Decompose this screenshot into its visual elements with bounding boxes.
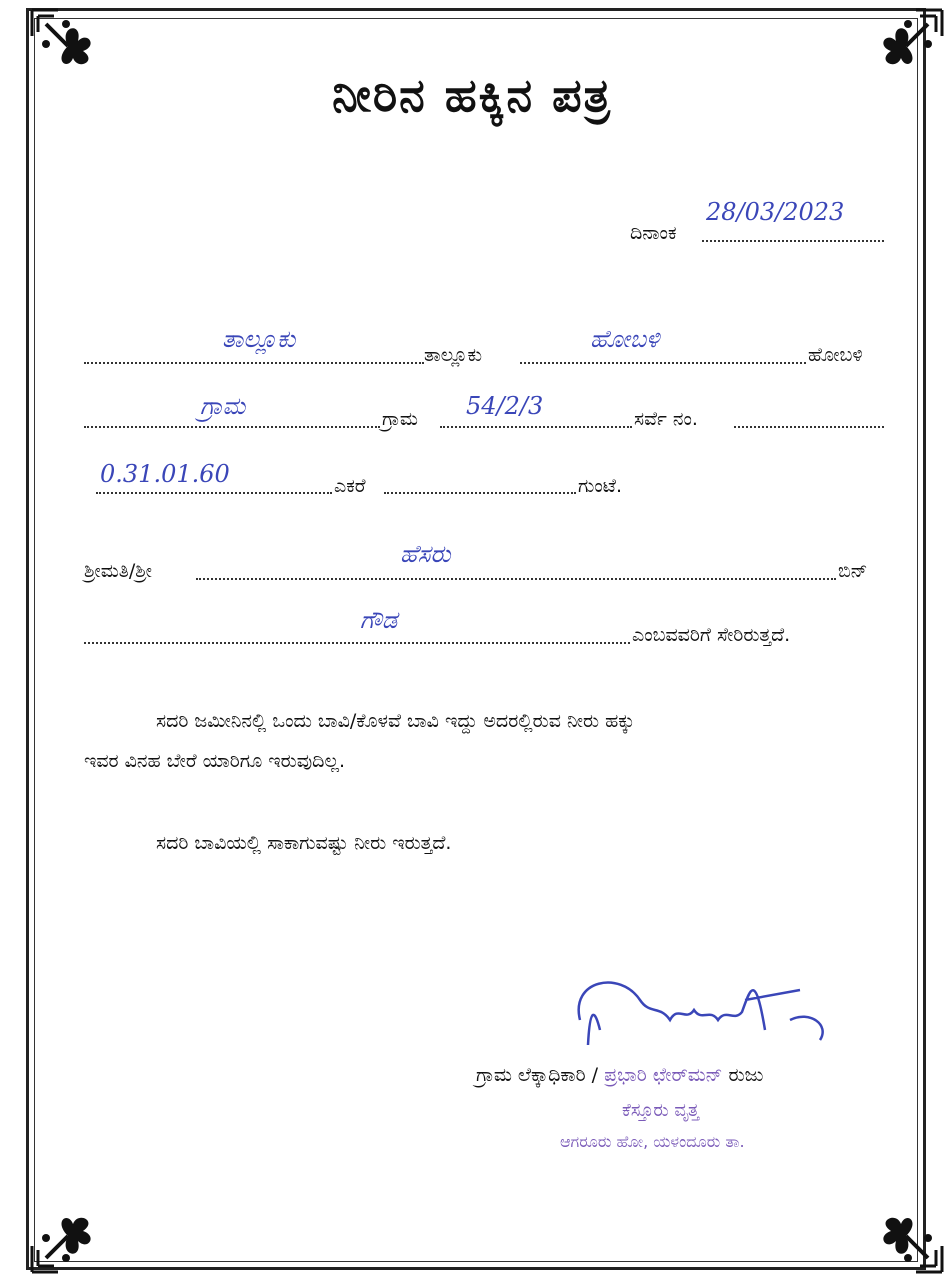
bin-label: ಬಿನ್: [838, 560, 868, 582]
name-dotted-line: [196, 578, 836, 580]
taluk-value: ತಾಲ್ಲೂಕು: [222, 325, 296, 353]
paragraph-2: ಸದರಿ ಬಾವಿಯಲ್ಲಿ ಸಾಕಾಗುವಷ್ಟು ನೀರು ಇರುತ್ತದೆ.: [156, 832, 452, 854]
name-value: ಹೆಸರು: [400, 540, 451, 568]
date-label: ದಿನಾಂಕ: [630, 222, 677, 244]
date-dotted-line: [702, 240, 884, 242]
signature-label-post: ರುಜು: [722, 1064, 764, 1086]
acre-label: ಎಕರೆ: [334, 475, 366, 497]
taluk-label: ತಾಲ್ಲೂಕು: [424, 344, 483, 366]
village-dotted-line: [84, 426, 380, 428]
corner-ornament-icon: [866, 1196, 944, 1276]
acre-value: 0.31.01.60: [100, 460, 230, 488]
hobli-dotted-line: [520, 362, 806, 364]
signature-icon: [560, 960, 860, 1070]
survey-label: ಸರ್ವೆ ನಂ.: [634, 408, 698, 430]
survey-value: 54/2/3: [466, 392, 544, 420]
suffix-label: ಎಂಬವವರಿಗೆ ಸೇರಿರುತ್ತದೆ.: [632, 624, 791, 646]
date-value: 28/03/2023: [706, 198, 845, 226]
village-value: ಗ್ರಾಮ: [200, 392, 246, 420]
paragraph-1-line-1: ಸದರಿ ಜಮೀನಿನಲ್ಲಿ ಒಂದು ಬಾವಿ/ಕೊಳವೆ ಬಾವಿ ಇದ್ದು ಅದರಲ್ಲಿರುವ ನೀರು ಹಕ್ಕು: [156, 710, 635, 732]
seal-line-2: ಆಗರೂರು ಹೋ, ಯಳಂದೂರು ತಾ.: [560, 1132, 745, 1151]
gunte-label: ಗುಂಟೆ.: [578, 475, 622, 497]
village-label: ಗ್ರಾಮ: [382, 408, 418, 430]
document-title: ನೀರಿನ ಹಕ್ಕಿನ ಪತ್ರ: [332, 68, 612, 122]
hobli-label: ಹೋಬಳಿ: [808, 344, 863, 366]
survey-dotted-line: [440, 426, 632, 428]
hobli-value: ಹೋಬಳಿ: [590, 325, 660, 353]
signature-label: [476, 1064, 763, 1086]
signature-label-pre: ಗ್ರಾಮ ಲೆಕ್ಕಾಧಿಕಾರಿ /: [476, 1064, 605, 1086]
father-value: ಗೌಡ: [360, 606, 398, 634]
signature-label-stamp: ಪ್ರಭಾರಿ ಛೇರ್‌ಮನ್: [604, 1064, 723, 1086]
taluk-dotted-line: [84, 362, 424, 364]
corner-ornament-icon: [28, 1196, 108, 1276]
seal-line-1: ಕೆಸ್ತೂರು ವೃತ್ತ: [622, 1100, 700, 1121]
prefix-label: ಶ್ರೀಮತಿ/ಶ್ರೀ: [84, 560, 152, 582]
father-dotted-line: [84, 642, 630, 644]
paragraph-1-line-2: ಇವರ ವಿನಹ ಬೇರೆ ಯಾರಿಗೂ ಇರುವುದಿಲ್ಲ.: [84, 750, 346, 772]
gunte-dotted-line: [384, 492, 576, 494]
survey-number-dotted-line: [734, 426, 884, 428]
acre-dotted-line: [96, 492, 332, 494]
